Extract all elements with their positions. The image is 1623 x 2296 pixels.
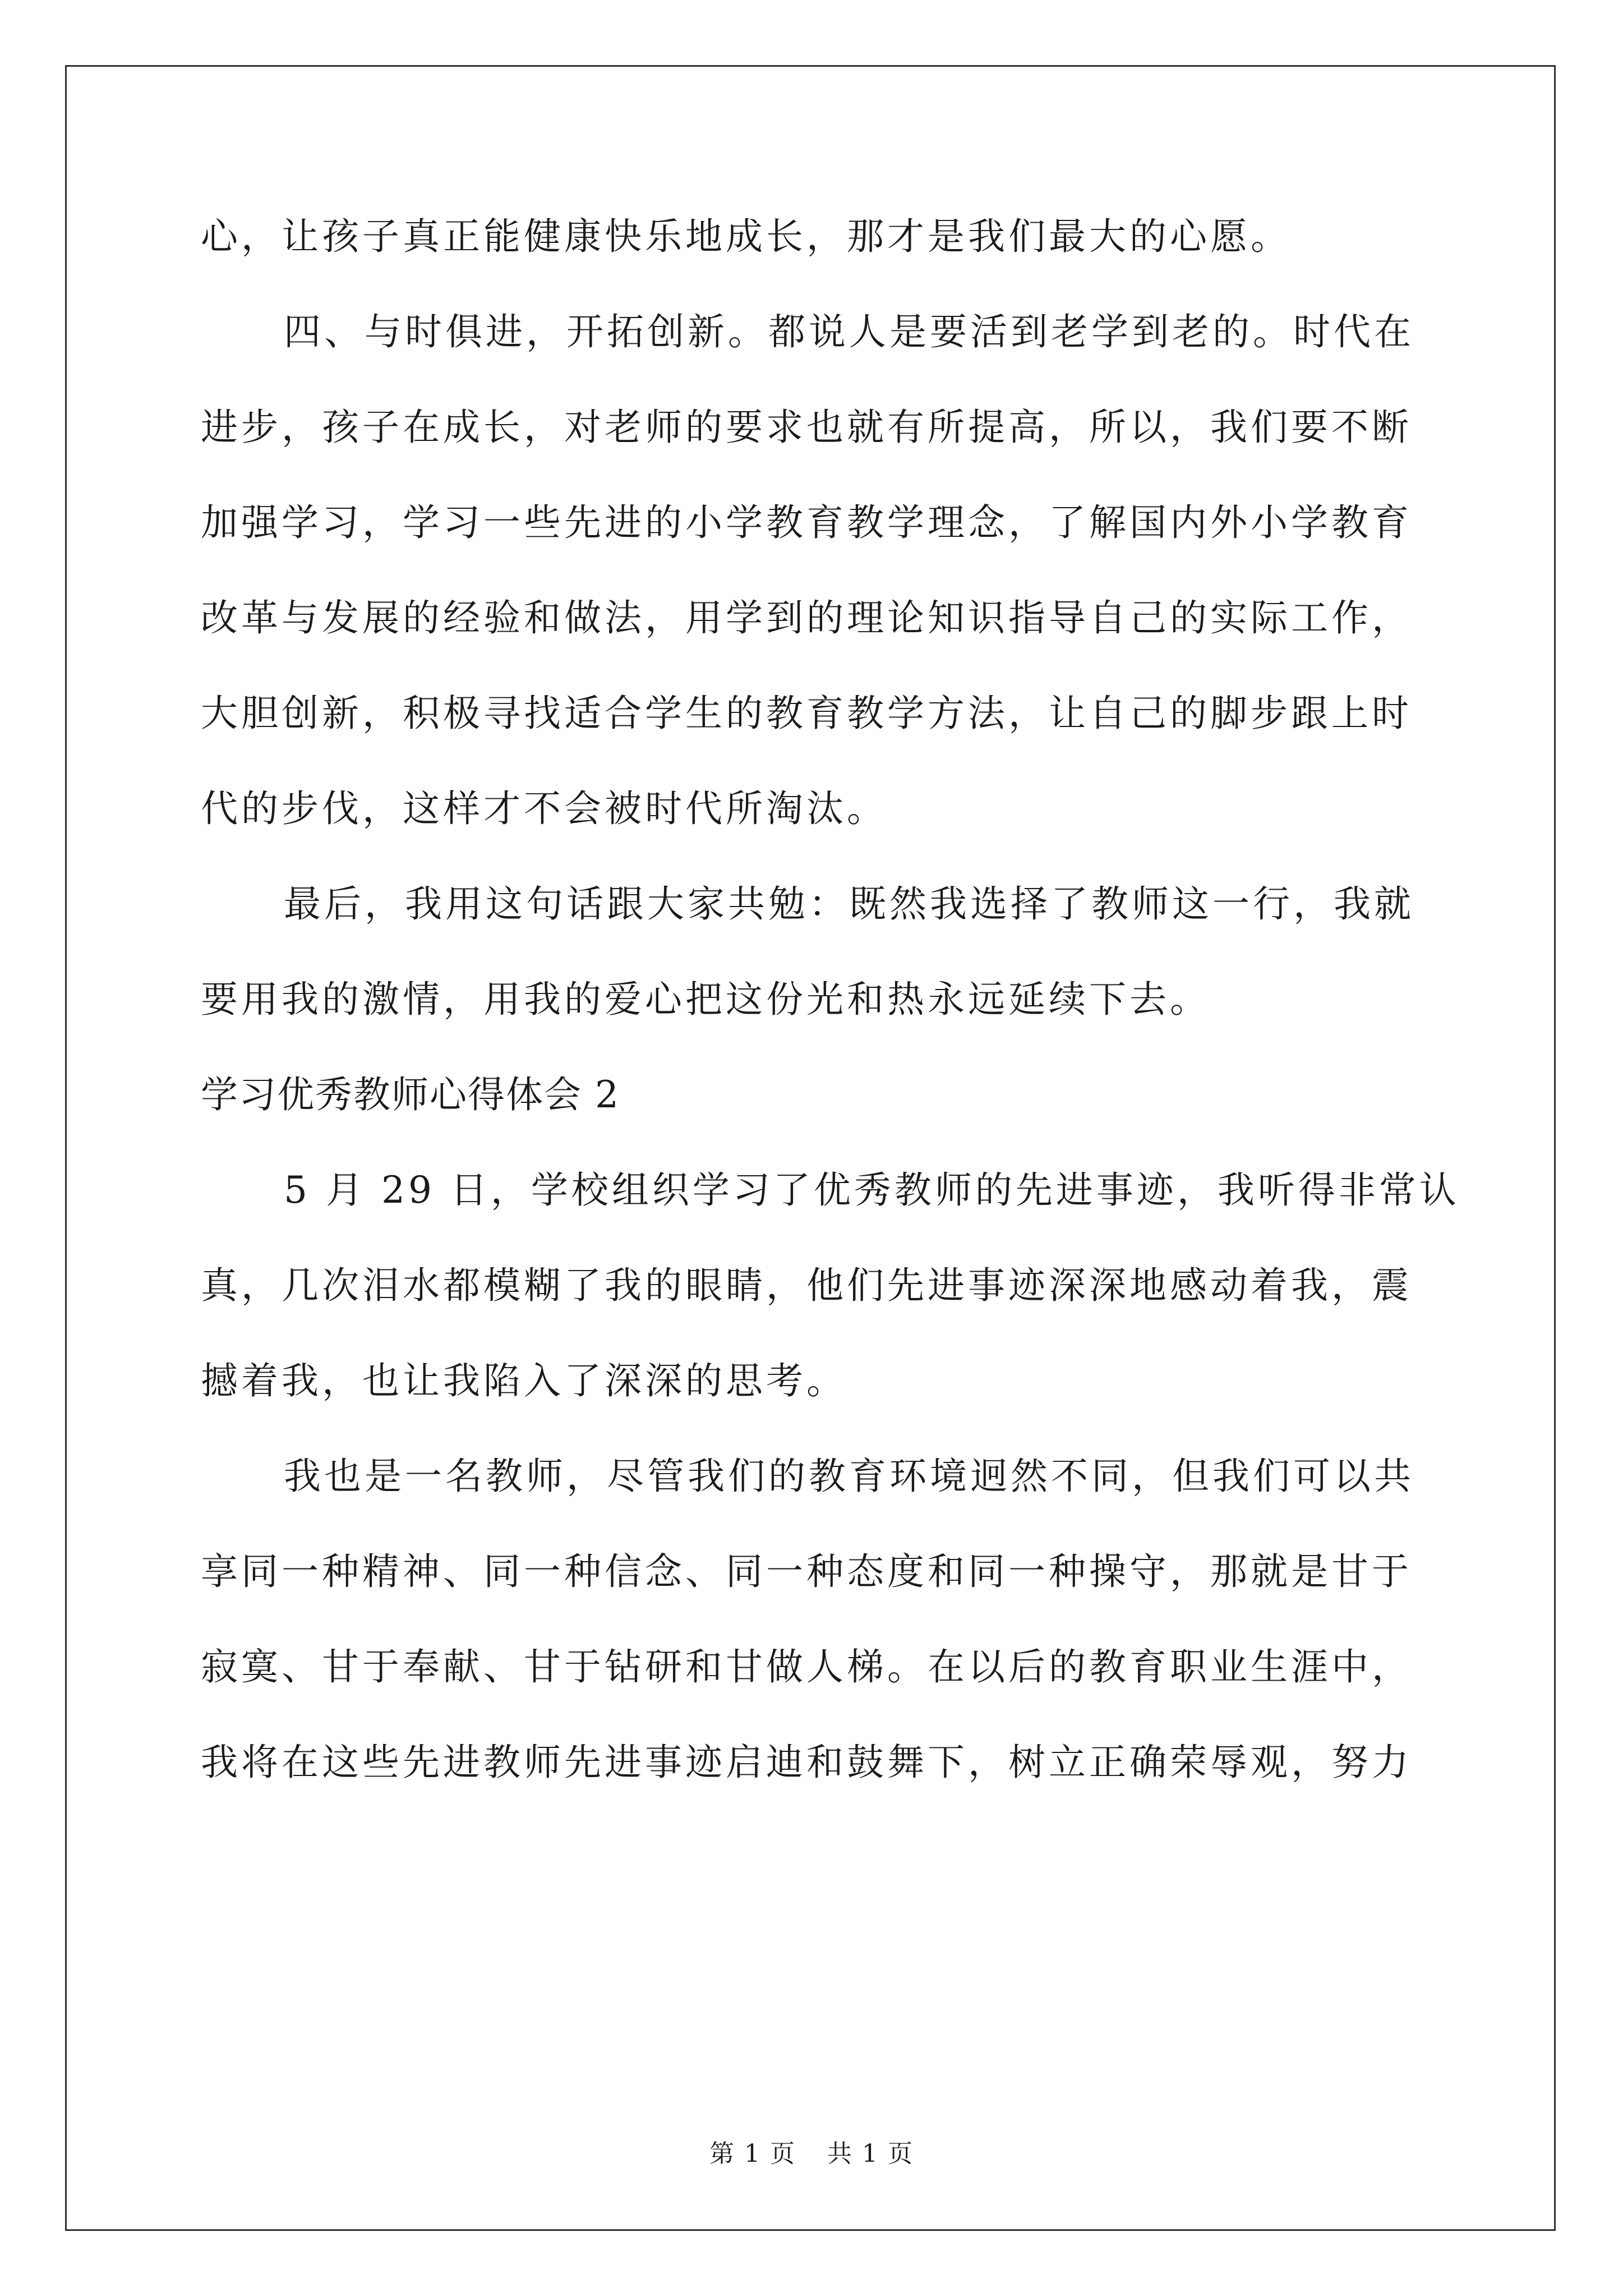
text-line: 大胆创新，积极寻找适合学生的教育教学方法，让自己的脚步跟上时 (201, 692, 1412, 735)
text-line: 加强学习，学习一些先进的小学教育教学理念，了解国内外小学教育 (201, 501, 1412, 544)
document-body (201, 209, 1460, 1830)
page-footer (0, 2137, 1623, 2171)
text-line: 我也是一名教师，尽管我们的教育环境迥然不同，但我们可以共 (284, 1455, 1414, 1498)
text-line: 改革与发展的经验和做法，用学到的理论知识指导自己的实际工作， (201, 596, 1412, 639)
text-line: 我将在这些先进教师先进事迹启迪和鼓舞下，树立正确荣辱观，努力 (201, 1741, 1412, 1784)
text-line: 寂寞、甘于奉献、甘于钻研和甘做人梯。在以后的教育职业生涯中， (201, 1645, 1412, 1688)
page-number: 第 1 页 (709, 2139, 796, 2168)
text-line: 最后，我用这句话跟大家共勉：既然我选择了教师这一行，我就 (284, 882, 1414, 926)
text-line: 撼着我，也让我陷入了深深的思考。 (201, 1359, 847, 1402)
text-line: 要用我的激情，用我的爱心把这份光和热永远延续下去。 (201, 978, 1210, 1021)
text-line: 享同一种精神、同一种信念、同一种态度和同一种操守，那就是甘于 (201, 1550, 1412, 1593)
text-line: 5 月 29 日，学校组织学习了优秀教师的先进事迹，我听得非常认 (284, 1168, 1460, 1212)
text-line: 真，几次泪水都模糊了我的眼睛，他们先进事迹深深地感动着我，震 (201, 1264, 1412, 1307)
text-line: 代的步伐，这样才不会被时代所淘汰。 (201, 787, 887, 830)
text-line: 四、与时俱进，开拓创新。都说人是要活到老学到老的。时代在 (284, 310, 1414, 353)
text-line: 心，让孩子真正能健康快乐地成长，那才是我们最大的心愿。 (201, 215, 1291, 258)
section-heading: 学习优秀教师心得体会 2 (201, 1073, 620, 1116)
text-line: 进步，孩子在成长，对老师的要求也就有所提高，所以，我们要不断 (201, 406, 1412, 449)
page-total: 共 1 页 (827, 2139, 914, 2168)
